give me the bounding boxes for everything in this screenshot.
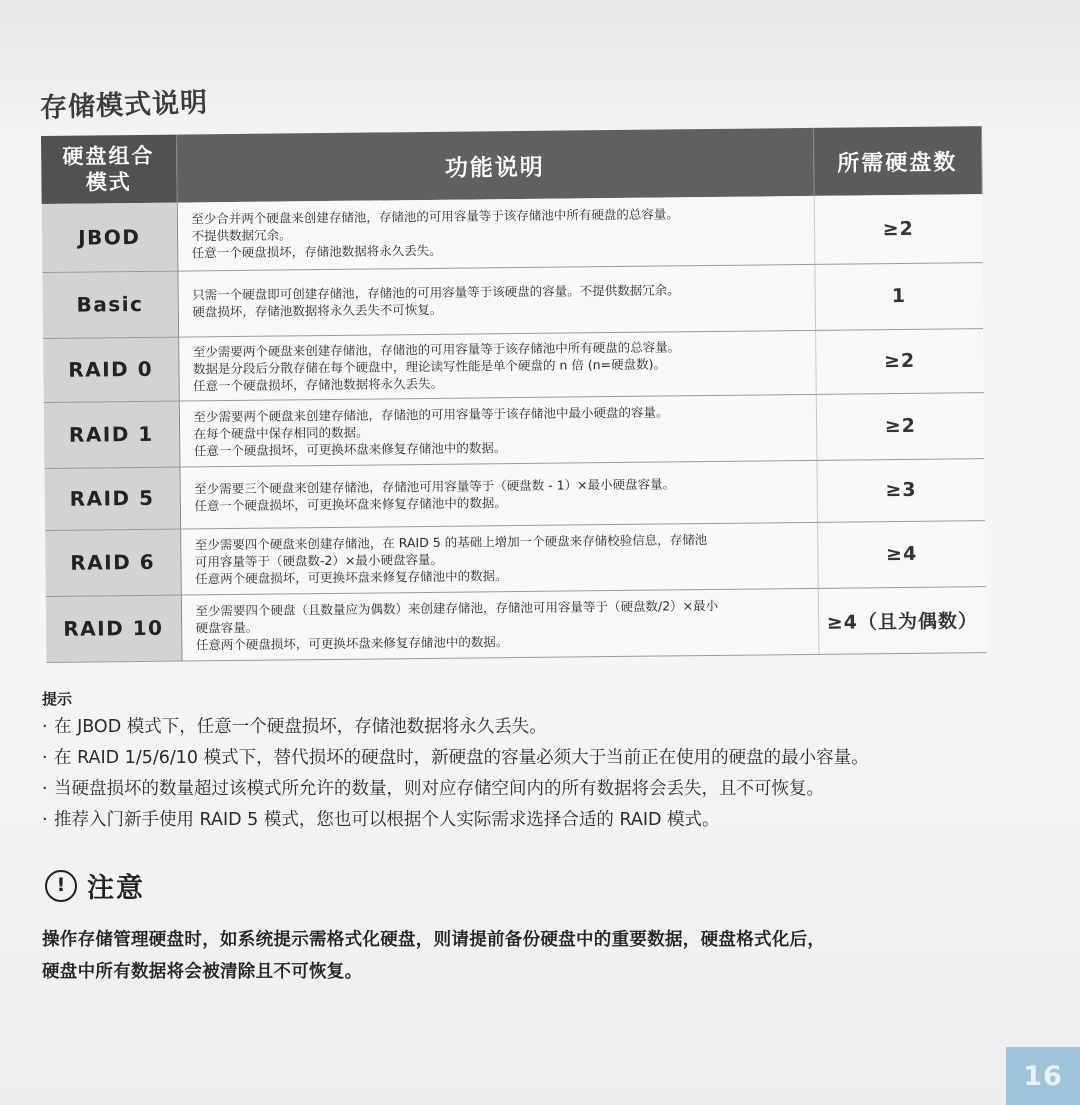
list-item: · 当硬盘损坏的数量超过该模式所允许的数量，则对应存储空间内的所有数据将会丢失，且不可恢复。 <box>42 779 824 799</box>
mode-cell: RAID 6 <box>45 529 181 596</box>
tip-text: 推荐入门新手使用 RAID 5 模式，您也可以根据个人实际需求选择合适的 RAID 模式。 <box>54 810 720 830</box>
tips-list <box>42 712 869 836</box>
page-number: 16 <box>1006 1047 1080 1105</box>
description-cell <box>180 522 818 595</box>
description-line: 至少合并两个硬盘来创建存储池，存储池的可用容量等于该存储池中所有硬盘的总容量。 <box>191 206 679 227</box>
description-line: 至少需要三个硬盘来创建存储池，存储池可用容量等于（硬盘数 - 1）×最小硬盘容量。 <box>194 476 676 497</box>
list-item: · 在 JBOD 模式下，任意一个硬盘损坏，存储池数据将永久丢失。 <box>42 717 547 737</box>
table-row <box>45 520 986 596</box>
description-line: 至少需要两个硬盘来创建存储池，存储池的可用容量等于该存储池中最小硬盘的容量。 <box>193 403 669 424</box>
tips-heading: 提示 <box>42 690 73 708</box>
header-mode-line-2: 模式 <box>85 170 132 195</box>
description-line: 任意两个硬盘损坏，可更换坏盘来修复存储池中的数据。 <box>195 567 508 586</box>
tip-text: 在 JBOD 模式下，任意一个硬盘损坏，存储池数据将永久丢失。 <box>54 717 547 737</box>
list-item: · 推荐入门新手使用 RAID 5 模式，您也可以根据个人实际需求选择合适的 RAID 模式。 <box>42 810 720 830</box>
storage-mode-table <box>41 126 987 662</box>
disk-count-cell: 1 <box>814 262 983 330</box>
header-mode <box>41 135 177 204</box>
table-row <box>46 586 987 662</box>
header-mode-line-1: 硬盘组合 <box>62 143 155 169</box>
notice-heading <box>45 866 145 905</box>
description-line: 可用容量等于（硬盘数-2）×最小硬盘容量。 <box>194 551 443 569</box>
description-cell <box>181 588 819 661</box>
description-cell <box>177 264 815 337</box>
mode-cell: JBOD <box>42 203 178 272</box>
mode-cell: RAID 5 <box>44 467 180 530</box>
disk-count-cell: ≥2 <box>816 392 985 460</box>
disk-count-cell: ≥4（且为偶数） <box>818 586 987 654</box>
description-line: 硬盘容量。 <box>195 619 259 635</box>
mode-cell: RAID 0 <box>43 337 179 402</box>
description-line: 硬盘损坏，存储池数据将永久丢失不可恢复。 <box>192 301 443 320</box>
notice-title: 注意 <box>87 873 145 904</box>
description-cell <box>179 394 817 467</box>
table-row <box>44 392 985 468</box>
notice-line: 硬盘中所有数据将会被清除且不可恢复。 <box>42 962 363 982</box>
description-line: 任意两个硬盘损坏，可更换坏盘来修复存储池中的数据。 <box>195 633 509 652</box>
header-disk-count: 所需硬盘数 <box>813 126 982 196</box>
description-line: 只需一个硬盘即可创建存储池，存储池的可用容量等于该硬盘的容量。不提供数据冗余。 <box>192 282 680 303</box>
description-cell <box>179 460 817 529</box>
tip-text: 当硬盘损坏的数量超过该模式所允许的数量，则对应存储空间内的所有数据将会丢失，且不可恢复。 <box>54 779 824 799</box>
table-row <box>42 262 983 338</box>
description-line: 不提供数据冗余。 <box>191 227 292 244</box>
disk-count-cell: ≥2 <box>814 194 983 264</box>
mode-cell: RAID 10 <box>46 595 182 662</box>
description-cell <box>177 196 815 271</box>
table-row <box>44 458 985 530</box>
mode-cell: RAID 1 <box>44 401 180 468</box>
disk-count-cell: ≥2 <box>815 328 984 394</box>
table-header-row <box>41 126 982 204</box>
notice-line: 操作存储管理硬盘时，如系统提示需格式化硬盘，则请提前备份硬盘中的重要数据，硬盘格式化后， <box>42 930 826 950</box>
description-line: 任意一个硬盘损坏，存储池数据将永久丢失。 <box>191 243 442 261</box>
description-line: 任意一个硬盘损坏，可更换坏盘来修复存储池中的数据。 <box>193 439 507 458</box>
table-row <box>43 328 984 402</box>
description-line: 至少需要四个硬盘（且数量应为偶数）来创建存储池，存储池可用容量等于（硬盘数/2）×最小 <box>195 597 719 618</box>
description-line: 至少需要两个硬盘来创建存储池，存储池的可用容量等于该存储池中所有硬盘的总容量。 <box>192 338 681 359</box>
description-line: 至少需要四个硬盘来创建存储池，在 RAID 5 的基础上增加一个硬盘来存储校验信息，存储池 <box>194 531 708 552</box>
disk-count-cell: ≥3 <box>816 458 985 522</box>
list-item: · 在 RAID 1/5/6/10 模式下，替代损坏的硬盘时，新硬盘的容量必须大于当前正在使用的硬盘的最小容量。 <box>42 748 869 768</box>
table-row <box>42 194 983 272</box>
page-title: 存储模式说明 <box>39 87 209 124</box>
description-line: 任意一个硬盘损坏，可更换坏盘来修复存储池中的数据。 <box>194 495 507 514</box>
tip-text: 在 RAID 1/5/6/10 模式下，替代损坏的硬盘时，新硬盘的容量必须大于当前正在使用的硬盘的最小容量。 <box>54 748 869 768</box>
description-line: 在每个硬盘中保存相同的数据。 <box>193 424 369 441</box>
mode-cell: Basic <box>42 271 178 338</box>
notice-body <box>42 924 1002 988</box>
warning-icon: ! <box>45 870 77 902</box>
disk-count-cell: ≥4 <box>817 520 986 588</box>
description-line: 任意一个硬盘损坏，存储池数据将永久丢失。 <box>193 375 444 393</box>
header-description: 功能说明 <box>176 128 814 203</box>
description-cell <box>178 330 816 401</box>
description-line: 数据是分段后分散存储在每个硬盘中，理论读写性能是单个硬盘的 n 倍 (n=硬盘数)。 <box>192 355 666 376</box>
